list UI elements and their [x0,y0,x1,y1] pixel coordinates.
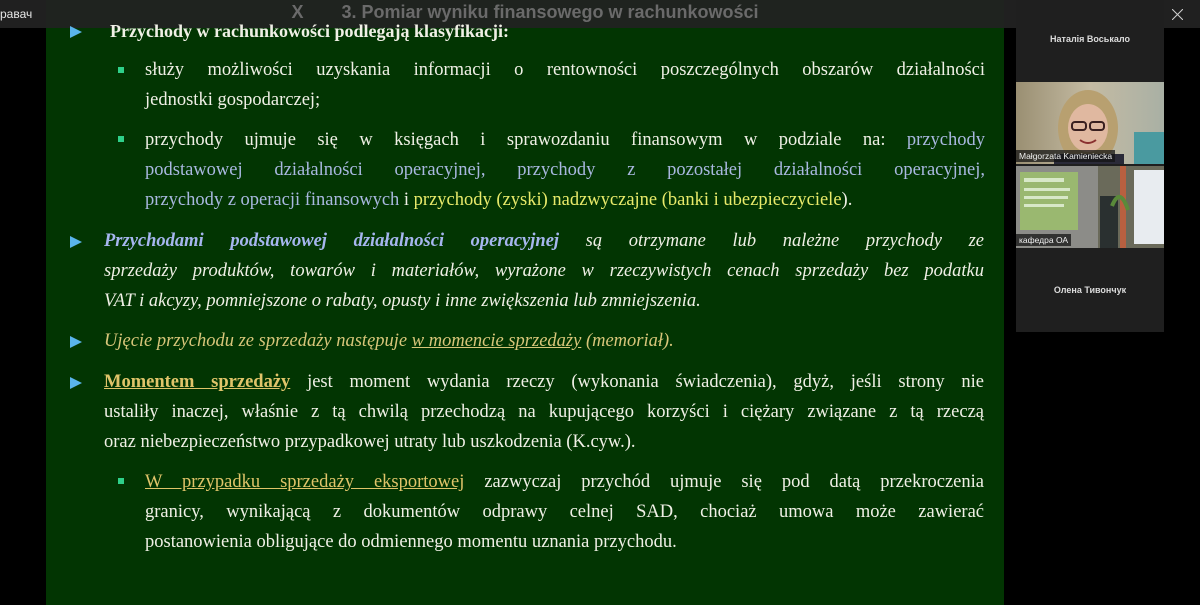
bullet-4-line-2: ustaliły inaczej, właśnie z tą chwilą przechodzą na kupującego korzyści i ciężary związane z tą rzeczą [104,402,984,422]
bullet-3 [104,326,674,356]
bullet-2-line-2: sprzedaży produktów, towarów i materiałów, wyrażone w rzeczywistych cenach sprzedaży bez podatku [104,261,984,281]
bullet-1-heading: Przychody w rachunkowości podlegają klasyfikacji: [110,21,510,41]
square-bullet-icon [118,136,124,142]
text-run-underlined: W przypadku sprzedaży eksportowej [145,472,465,492]
participant-name: Наталія Воськало [1050,34,1130,44]
sub-bullet-4-line-1 [145,467,984,497]
bullet-2-line-1 [104,226,984,256]
text-run: (memoriał). [581,331,674,351]
bullet-4-line-3: oraz niebezpieczeństwo przypadkowej utraty lub uszkodzenia (K.cyw.). [104,432,636,452]
sub-bullet-4-line-3: postanowienia obligujące do odmiennego momentu uznania przychodu. [145,532,677,552]
text-run-yellow: przychody (zyski) nadzwyczajne (banki i ubezpieczyciele [413,190,842,210]
participant-video[interactable] [1016,166,1164,248]
bullet-4-line-1 [104,367,984,397]
text-run: są otrzymane lub należne przychody ze [559,231,984,251]
text-run: ). [841,190,853,210]
participant-video[interactable] [1016,82,1164,164]
sub-bullet-1-line-2: jednostki gospodarczej; [145,90,321,110]
sub-bullet-1-line-1: służy możliwości uzyskania informacji o rentowności poszczególnych obszarów działalności [145,60,985,80]
text-run-blue: przychody z operacji finansowych [145,190,400,210]
slide-header-x: X [291,2,304,22]
participant-video-label: Małgorzata Kamieniecka [1016,150,1115,162]
arrow-bullet-icon [70,377,82,389]
text-run-bold-blue: Przychodami podstawowej działalności operacyjnej [104,231,560,251]
bullet-2-line-3: VAT i akcyzy, pomniejszone o rabaty, opusty i inne zwiększenia lub zmniejszenia. [104,291,701,311]
text-run: przychody ujmuje się w księgach i sprawozdaniu finansowym w podziale na: [145,130,886,150]
sub-bullet-2-line-1 [145,125,985,155]
participants-panel [1016,0,1164,332]
text-run: i [399,190,414,210]
text-run-underlined: w momencie sprzedaży [411,331,582,351]
arrow-bullet-icon [70,336,82,348]
sub-bullet-4-line-2: granicy, wynikającą z dokumentów odprawy celnej SAD, chociaż umowa może zawierać [145,502,984,522]
text-run-bold-underlined: Momentem sprzedaży [104,372,291,392]
square-bullet-icon [118,478,124,484]
shared-slide [46,0,1004,605]
text-run: Ujęcie przychodu ze sprzedaży następuje [104,331,412,351]
app-name: равач [0,7,33,21]
arrow-bullet-icon [70,236,82,248]
participant-video-label: кафедра ОА [1016,234,1071,246]
sub-bullet-2-line-2: podstawowej działalności operacyjnej, przychody z pozostałej działalności operacyjnej, [145,160,985,180]
sub-bullet-2-line-3 [145,185,852,215]
text-run-blue: przychody [906,130,986,150]
text-run: zazwyczaj przychód ujmuje się pod datą przekroczenia [464,472,984,492]
participant-name: Олена Тивончук [1053,285,1127,295]
slide-title-text: 3. Pomiar wyniku finansowego w rachunkowości [341,2,759,22]
text-run: jest moment wydania rzeczy (wykonania świadczenia), gdyż, jeśli strony nie [290,372,984,392]
close-icon [1172,9,1183,20]
arrow-bullet-icon [70,26,82,38]
square-bullet-icon [118,67,124,73]
